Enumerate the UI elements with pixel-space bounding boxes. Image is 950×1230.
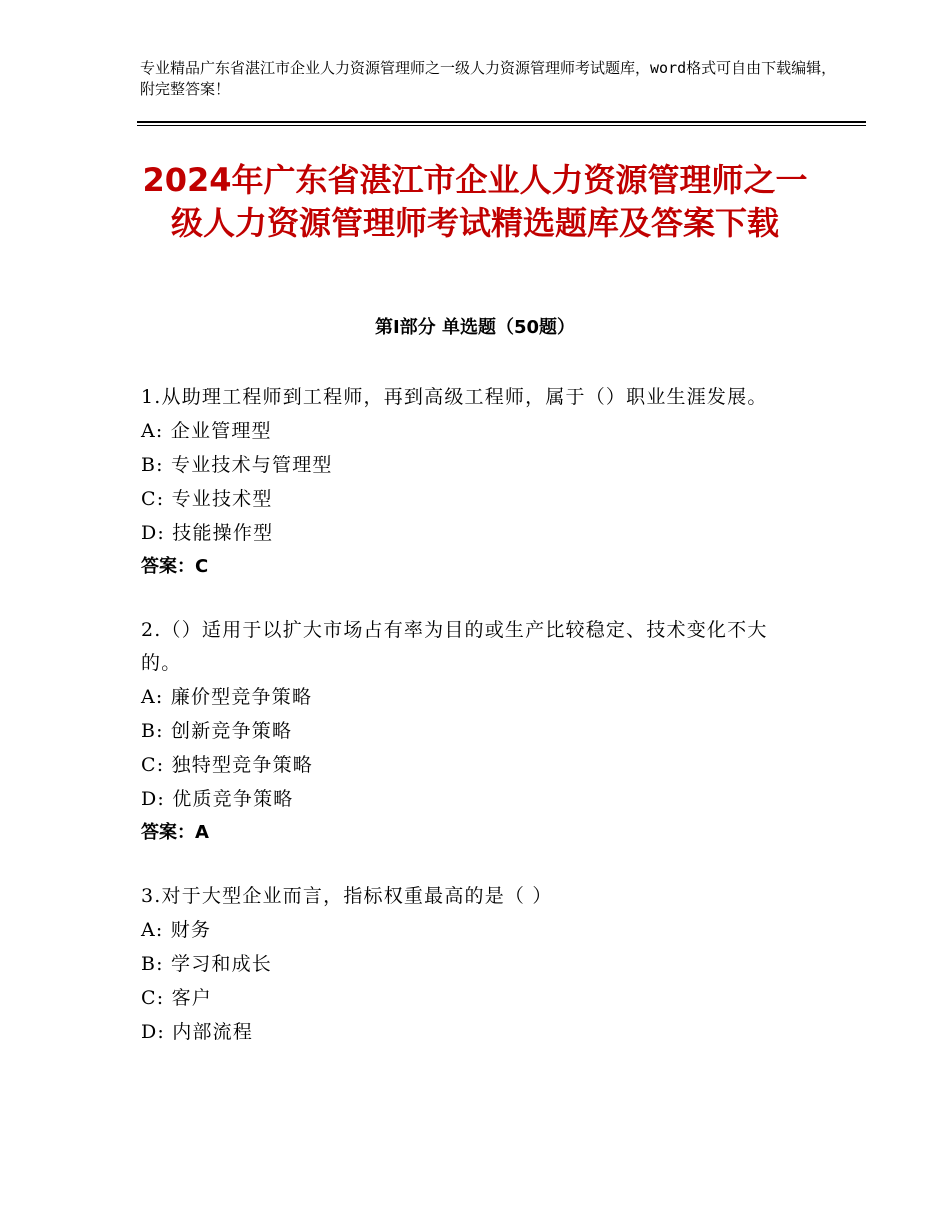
option-a: A: 廉价型竞争策略 — [141, 686, 313, 708]
option-c: C: 客户 — [141, 987, 212, 1009]
option-b: B: 专业技术与管理型 — [141, 454, 333, 476]
section-title: 第Ⅰ部分 单选题（50题） — [374, 317, 575, 338]
option-d: D: 技能操作型 — [141, 522, 274, 544]
question-3 — [141, 880, 806, 1049]
option-d: D: 优质竞争策略 — [141, 788, 294, 810]
question-stem: 3.对于大型企业而言，指标权重最高的是（ ） — [141, 885, 553, 907]
document-title: 2024年广东省湛江市企业人力资源管理师之一级人力资源管理师考试精选题库及答案下载 — [142, 161, 808, 242]
question-list — [141, 381, 806, 1079]
question-stem: 1.从助理工程师到工程师，再到高级工程师，属于（）职业生涯发展。 — [141, 386, 768, 408]
header-divider-thin — [137, 125, 866, 126]
option-a: A: 财务 — [141, 919, 212, 941]
answer: 答案：C — [141, 556, 209, 577]
question-1 — [141, 381, 806, 584]
header-divider — [137, 121, 866, 123]
answer: 答案：A — [141, 822, 209, 843]
option-b: B: 学习和成长 — [141, 953, 273, 975]
option-c: C: 独特型竞争策略 — [141, 754, 313, 776]
option-c: C: 专业技术型 — [141, 488, 273, 510]
header-note: 专业精品广东省湛江市企业人力资源管理师之一级人力资源管理师考试题库，word格式可自由下载编辑，附完整答案！ — [140, 59, 837, 98]
option-b: B: 创新竞争策略 — [141, 720, 293, 742]
question-stem: 2.（）适用于以扩大市场占有率为目的或生产比较稳定、技术变化不大的。 — [141, 619, 768, 674]
option-d: D: 内部流程 — [141, 1021, 254, 1043]
option-a: A: 企业管理型 — [141, 420, 272, 442]
question-2 — [141, 614, 806, 850]
